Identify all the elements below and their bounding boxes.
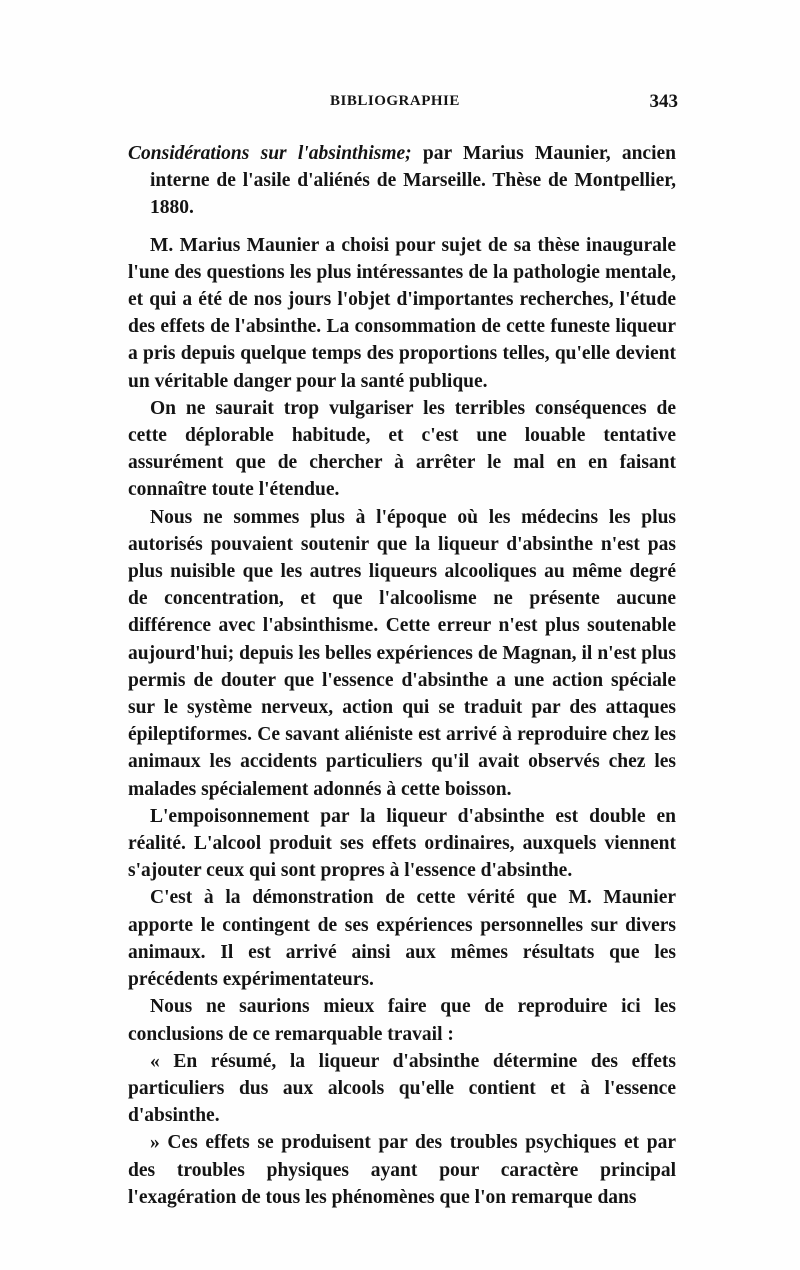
paragraph: Nous ne saurions mieux faire que de reproduire ici les conclusions de ce remarquable travail : [128,996,676,1045]
quoted-conclusion: » Ces effets se produisent par des troubles psychiques et par des troubles physiques ayant pour caractère principal l'exagération de tous les phénomènes que l'on remarque dans [128,1132,676,1208]
running-head: BIBLIOGRAPHIE [330,93,460,109]
page-header [130,93,678,117]
page-number: 343 [649,91,678,112]
body-text [128,140,676,1211]
bibliography-entry [128,140,676,222]
paragraph: L'empoisonnement par la liqueur d'absinthe est double en réalité. L'alcool produit ses effets ordinaires, auxquels viennent s'ajouter ceux qui sont propres à l'essence d'absinthe. [128,805,676,882]
paragraph: C'est à la démonstration de cette vérité que M. Maunier apporte le contingent de ses expériences personnelles sur divers animaux. Il est arrivé ainsi aux mêmes résultats que les précédents expérimentateurs. [128,887,676,991]
quoted-conclusion: « En résumé, la liqueur d'absinthe détermine des effets particuliers dus aux alcools qu'elle contient et à l'essence d'absinthe. [128,1050,676,1127]
paragraph: Nous ne sommes plus à l'époque où les médecins les plus autorisés pouvaient soutenir que la liqueur d'absinthe n'est pas plus nuisible que les autres liqueurs alcooliques au même degré de concentration, et que l'alcoolisme ne présente aucune différence avec l'absinthisme. Cette erreur n'est plus soutenable aujourd'hui; depuis les belles expériences de Magnan, il n'est plus permis de douter que l'essence d'absinthe a une action spéciale sur le système nerveux, action qui se traduit par des attaques épileptiformes. Ce savant aliéniste est arrivé à reproduire chez les animaux les accidents particuliers qu'il avait observés chez les malades spécialement adonnés à cette boisson. [128,506,676,800]
entry-title: Considérations sur l'absinthisme; [128,143,412,164]
paragraph: M. Marius Maunier a choisi pour sujet de sa thèse inaugurale l'une des questions les plus intéressantes de la pathologie mentale, et qui a été de nos jours l'objet d'importantes recherches, l'étude des effets de l'absinthe. La consommation de cette funeste liqueur a pris depuis quelque temps des proportions telles, qu'elle devient un véritable danger pour la santé publique. [128,234,676,392]
paragraph: On ne saurait trop vulgariser les terribles conséquences de cette déplorable habitude, et c'est une louable tentative assurément que de chercher à arrêter le mal en en faisant connaître toute l'étendue. [128,397,676,501]
entry-details: par Marius Maunier, ancien interne de l'asile d'aliénés de Marseille. Thèse de Montpellier, 1880. [150,143,676,219]
